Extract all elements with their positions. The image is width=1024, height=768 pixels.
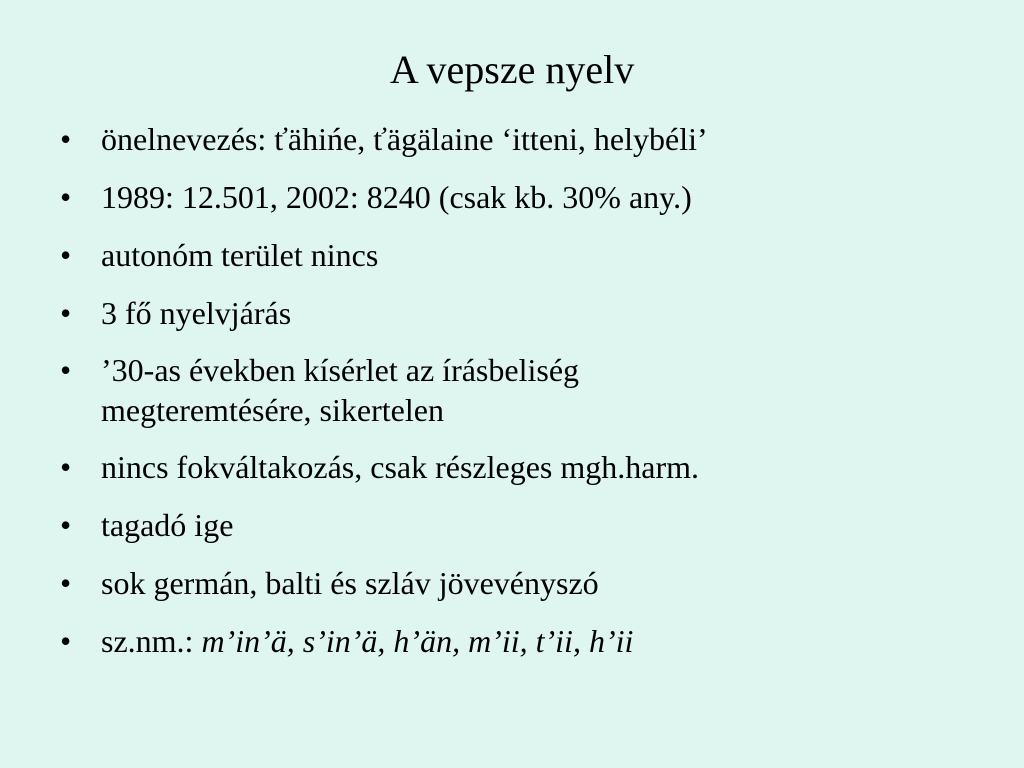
bullet-text: nincs fokváltakozás, csak részleges mgh.harm. — [101, 449, 700, 485]
bullet-item-population — [60, 176, 960, 218]
bullet-text-line-1: ’30-as években kísérlet az írásbeliség — [101, 352, 580, 388]
bullet-icon: • — [60, 237, 72, 273]
bullet-italic-pronouns: m’in’ä, s’in’ä, h’än, m’ii, t’ii, h’ii — [201, 623, 634, 659]
bullet-item-pronouns — [60, 620, 960, 662]
bullet-item-writing-attempt — [60, 350, 960, 430]
bullet-item-dialects — [60, 292, 960, 334]
bullet-icon: • — [60, 623, 72, 659]
bullet-icon: • — [60, 121, 72, 157]
bullet-list — [60, 118, 960, 678]
bullet-item-negative-verb — [60, 504, 960, 546]
bullet-text: sok germán, balti és szláv jövevényszó — [101, 565, 599, 601]
bullet-text: önelnevezés: ťähińe, ťägälaine ‘itteni, helybéli’ — [101, 121, 708, 157]
bullet-text: 1989: 12.501, 2002: 8240 (csak kb. 30% any.) — [101, 179, 692, 215]
bullet-icon: • — [60, 295, 72, 331]
bullet-text: tagadó ige — [101, 507, 234, 543]
bullet-item-territory — [60, 234, 960, 276]
bullet-icon: • — [60, 352, 72, 388]
bullet-text-line-2: megteremtésére, sikertelen — [101, 392, 444, 428]
bullet-icon: • — [60, 179, 72, 215]
slide-title: A vepsze nyelv — [389, 47, 635, 92]
bullet-item-gradation — [60, 446, 960, 488]
bullet-prefix: sz.nm.: — [101, 623, 202, 659]
bullet-item-self-name — [60, 118, 960, 160]
bullet-text: 3 fő nyelvjárás — [101, 295, 292, 331]
bullet-icon: • — [60, 507, 72, 543]
bullet-icon: • — [60, 449, 72, 485]
bullet-text: autonóm terület nincs — [101, 237, 379, 273]
bullet-item-loanwords — [60, 562, 960, 604]
bullet-icon: • — [60, 565, 72, 601]
